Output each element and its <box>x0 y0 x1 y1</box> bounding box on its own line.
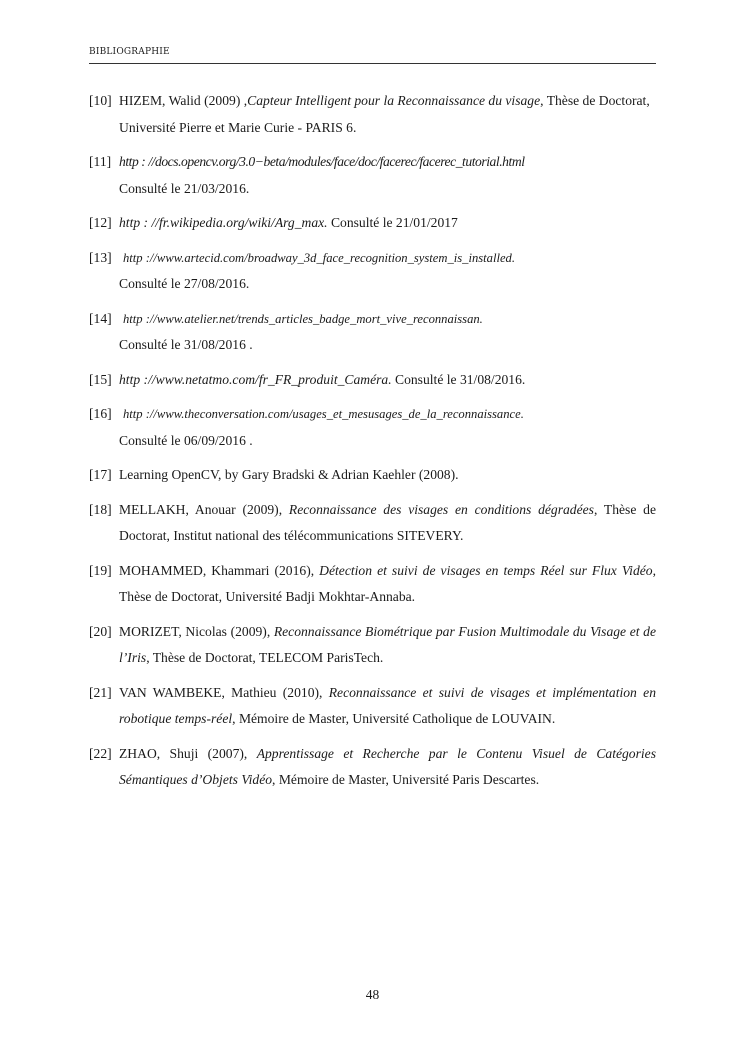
reference-title: Reconnaissance et suivi de visages et implémentation en robotique temps-réel <box>119 684 656 726</box>
reference-title: Détection et suivi de visages en temps Réel sur Flux Vidéo <box>319 562 653 578</box>
reference-number: [17] <box>89 467 112 482</box>
reference-authors: MORIZET, Nicolas (2009), <box>119 623 274 639</box>
reference-details: , Thèse de Doctorat, Institut national des télécommunications SITEVERY. <box>119 501 656 543</box>
reference-number: [16] <box>89 406 112 421</box>
reference-details: , Thèse de Doctorat, Université Pierre et Marie Curie - PARIS 6. <box>119 93 650 135</box>
reference-title: Reconnaissance Biométrique par Fusion Multimodale du Visage et de l’Iris <box>119 623 656 665</box>
reference-url: http ://www.artecid.com/broadway_3d_face_recognition_system_is_installed. <box>123 250 515 265</box>
reference-18 <box>89 497 656 550</box>
reference-title: Capteur Intelligent pour la Reconnaissance du visage <box>247 93 541 108</box>
reference-20 <box>89 619 656 672</box>
reference-details: Consulté le 31/08/2016 . <box>119 337 253 352</box>
reference-number: [19] <box>89 562 112 578</box>
reference-details: , Mémoire de Master, Université Catholique de LOUVAIN. <box>232 711 556 726</box>
reference-text: Learning OpenCV, by Gary Bradski & Adrian Kaehler (2008). <box>119 467 459 482</box>
reference-number: [14] <box>89 310 112 326</box>
reference-title: Reconnaissance des visages en conditions dégradées <box>288 501 594 517</box>
reference-number: [22] <box>89 745 112 761</box>
reference-details: , Thèse de Doctorat, TELECOM ParisTech. <box>146 650 384 665</box>
reference-details: Consulté le 21/01/2017 <box>327 215 458 230</box>
reference-authors: VAN WAMBEKE, Mathieu (2010), <box>119 684 329 700</box>
reference-url: http : //docs.opencv.org/3.0−beta/modules/face/doc/facerec/facerec_tutorial.html <box>119 154 525 169</box>
reference-22 <box>89 741 656 794</box>
reference-number: [12] <box>89 215 112 230</box>
reference-details: Consulté le 27/08/2016. <box>119 276 250 291</box>
reference-url: http ://www.atelier.net/trends_articles_badge_mort_vive_reconnaissan. <box>123 311 483 326</box>
reference-url: http : //fr.wikipedia.org/wiki/Arg_max. <box>119 215 328 230</box>
reference-url: http ://www.theconversation.com/usages_et_mesusages_de_la_reconnaissance. <box>123 407 524 421</box>
reference-number: [18] <box>89 501 112 517</box>
reference-details: Consulté le 06/09/2016 . <box>119 432 253 448</box>
header-rule <box>89 63 656 64</box>
reference-13 <box>89 245 656 298</box>
reference-21 <box>89 680 656 733</box>
reference-url: http ://www.netatmo.com/fr_FR_produit_Caméra. <box>119 371 392 387</box>
page-number: 48 <box>365 987 380 1002</box>
reference-authors: MELLAKH, Anouar (2009), <box>119 501 289 517</box>
reference-number: [10] <box>89 93 112 108</box>
reference-number: [20] <box>89 623 112 639</box>
reference-12 <box>89 210 656 237</box>
reference-details: , Thèse de Doctorat, Université Badji Mokhtar-Annaba. <box>119 562 656 604</box>
reference-details: Consulté le 31/08/2016. <box>391 371 526 387</box>
reference-authors: MOHAMMED, Khammari (2016), <box>119 562 320 578</box>
reference-number: [21] <box>89 684 112 700</box>
reference-16 <box>89 401 656 454</box>
reference-11 <box>89 149 656 202</box>
reference-15 <box>89 367 656 394</box>
reference-19 <box>89 558 656 611</box>
reference-number: [11] <box>89 154 112 169</box>
reference-10 <box>89 88 656 141</box>
reference-number: [13] <box>89 249 112 265</box>
running-header: BIBLIOGRAPHIE <box>89 47 170 57</box>
reference-17 <box>89 462 656 489</box>
reference-title: Apprentissage et Recherche par le Contenu Visuel de Catégories Sémantiques d’Objets Vidéo <box>119 745 656 787</box>
reference-number: [15] <box>89 371 112 387</box>
reference-details: Consulté le 21/03/2016. <box>119 180 250 196</box>
reference-authors: HIZEM, Walid (2009) , <box>119 93 248 108</box>
reference-details: , Mémoire de Master, Université Paris Descartes. <box>272 772 540 787</box>
reference-list <box>89 88 656 802</box>
reference-authors: ZHAO, Shuji (2007), <box>119 745 257 761</box>
reference-14 <box>89 306 656 359</box>
